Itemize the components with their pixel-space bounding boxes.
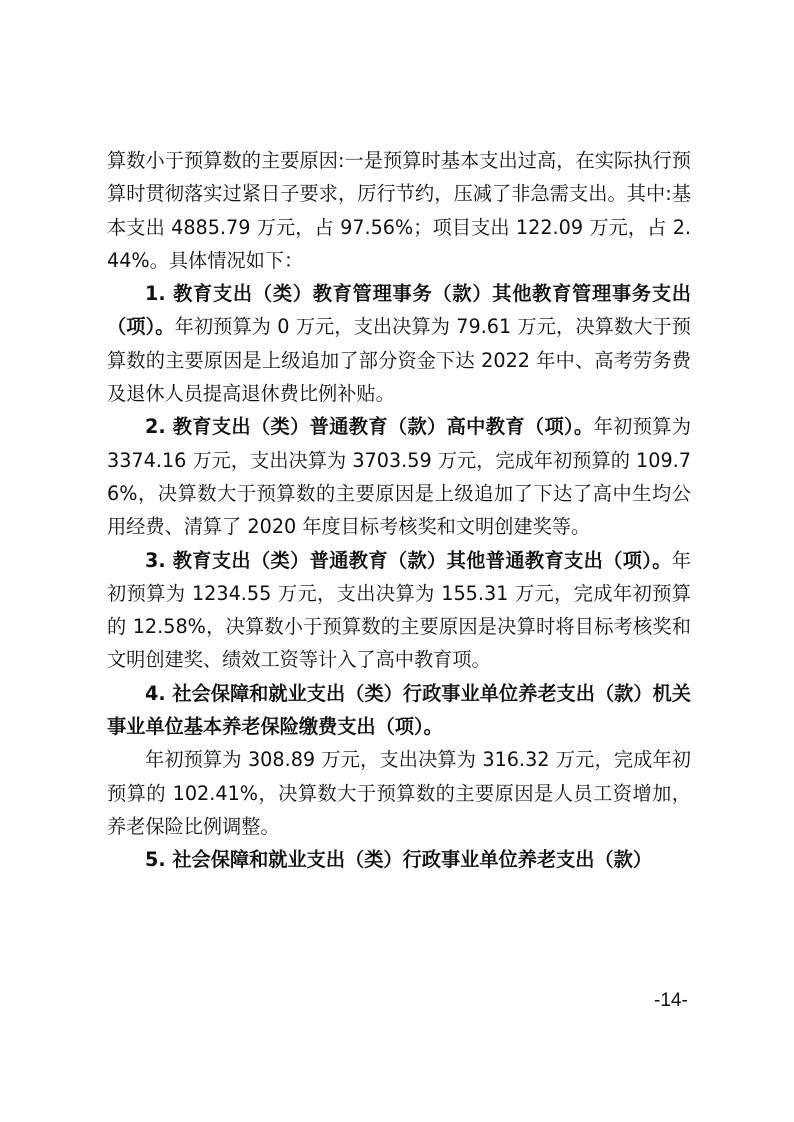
paragraph xyxy=(107,677,691,744)
document-body xyxy=(107,144,691,877)
paragraph-heading: 1. 教育支出（类）教育管理事务（款）其他教育管理事务支出（项）。 xyxy=(107,282,691,339)
paragraph xyxy=(107,843,691,876)
paragraph-heading: 3. 教育支出（类）普通教育（款）其他普通教育支出（项）。 xyxy=(145,548,672,572)
paragraph-text: 年初预算为 3374.16 万元，支出决算为 3703.59 万元，完成年初预算的 109.76%，决算数大于预算数的主要原因是上级追加了下达了高中生均公用经费、清算了 2020 年度目标考核奖和文明创建奖等。 xyxy=(107,415,692,539)
paragraph xyxy=(107,277,691,410)
paragraph-heading: 4. 社会保障和就业支出（类）行政事业单位养老支出（款）机关事业单位基本养老保险缴费支出（项）。 xyxy=(107,681,691,739)
paragraph xyxy=(107,743,691,843)
paragraph xyxy=(107,410,691,543)
paragraph-heading: 2. 教育支出（类）普通教育（款）高中教育（项）。 xyxy=(145,415,594,439)
paragraph-text: 年初预算为 0 万元，支出决算为 79.61 万元，决算数大于预算数的主要原因是上级追加了部分资金下达 2022 年中、高考劳务费及退休人员提高退休费比例补贴。 xyxy=(107,315,691,406)
paragraph-text: 算数小于预算数的主要原因:一是预算时基本支出过高，在实际执行预算时贯彻落实过紧日子要求，厉行节约，压减了非急需支出。其中:基本支出 4885.79 万元，占 97.56%；项目支出 122.09 万元，占 2.44%。具体情况如下： xyxy=(107,149,691,272)
paragraph-heading: 5. 社会保障和就业支出（类）行政事业单位养老支出（款） xyxy=(145,848,653,872)
paragraph xyxy=(107,144,691,277)
page-number: -14- xyxy=(654,990,688,1011)
paragraph-text: 年初预算为 308.89 万元，支出决算为 316.32 万元，完成年初预算的 102.41%，决算数大于预算数的主要原因是人员工资增加，养老保险比例调整。 xyxy=(107,748,691,838)
paragraph xyxy=(107,544,691,677)
paragraph-text: 年初预算为 1234.55 万元，支出决算为 155.31 万元，完成年初预算的 12.58%，决算数小于预算数的主要原因是决算时将目标考核奖和文明创建奖、绩效工资等计入了高中教育项。 xyxy=(107,548,691,672)
